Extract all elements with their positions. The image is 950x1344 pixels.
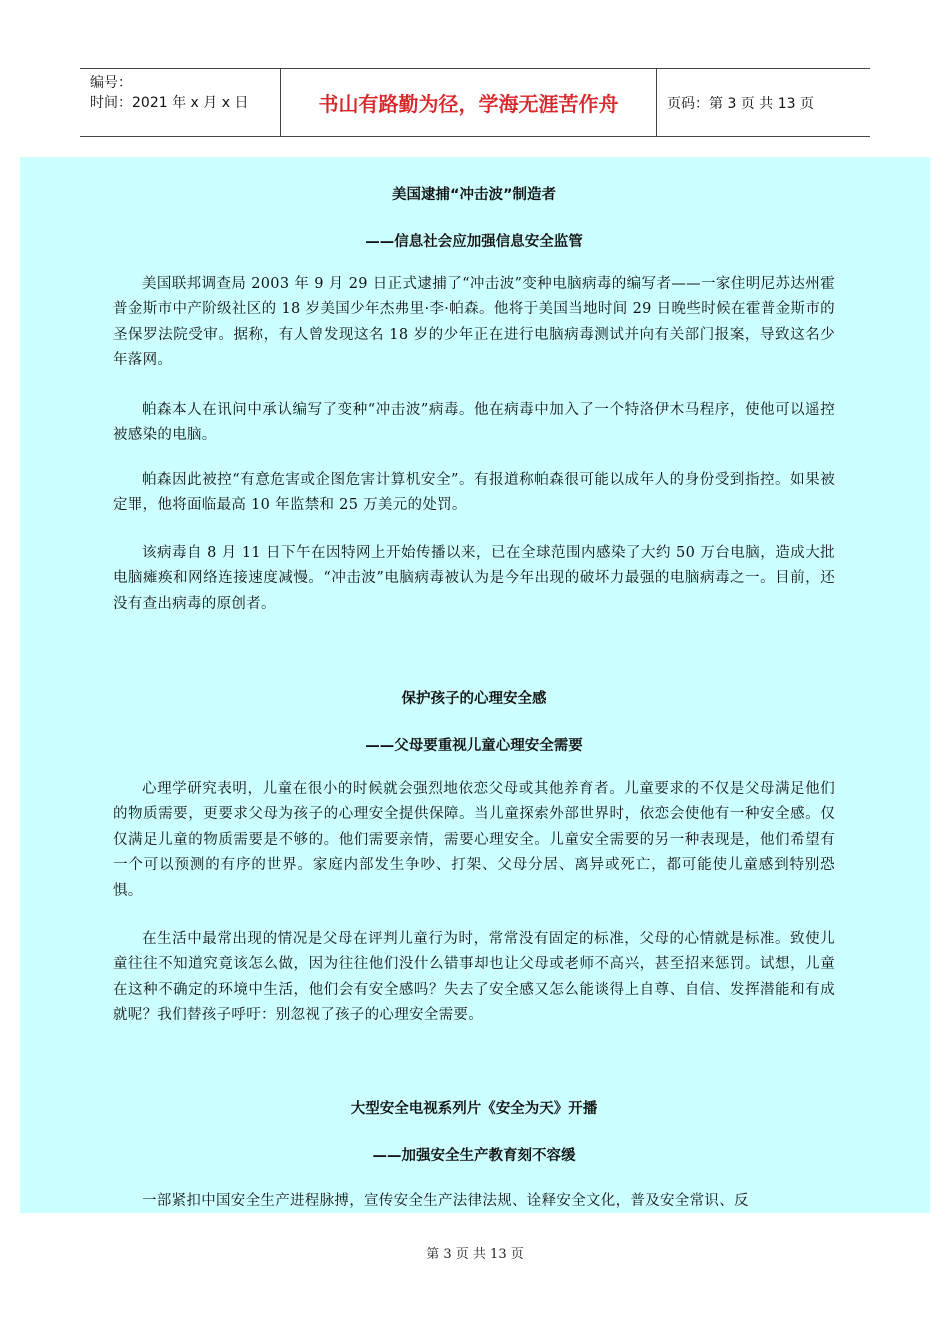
page-footer: 第 3 页 共 13 页	[426, 1247, 524, 1262]
article-paragraph: 帕森本人在讯问中承认编写了变种“冲击波”病毒。他在病毒中加入了一个特洛伊木马程序，使他可以遥控被感染的电脑。	[113, 402, 835, 444]
article-paragraph: 一部紧扣中国安全生产进程脉搏，宣传安全生产法律法规、诠释安全文化，普及安全常识、反	[142, 1193, 749, 1209]
header-meta	[80, 69, 281, 136]
article-title: 美国逮捕“冲击波”制造者	[391, 187, 557, 203]
article-paragraph: 心理学研究表明，儿童在很小的时候就会强烈地依恋父母或其他养育者。儿童要求的不仅是父母满足他们的物质需要，更要求父母为孩子的心理安全提供保障。当儿童探索外部世界时，依恋会使他有一种安全感。仅仅满足儿童的物质需要是不够的。他们需要亲情，需要心理安全。儿童安全需要的另一种表现是，他们希望有一个可以预测的有序的世界。家庭内部发生争吵、打架、父母分居、离异或死亡，都可能使儿童感到特别恐惧。	[113, 781, 835, 899]
article-title: 保护孩子的心理安全感	[401, 691, 547, 707]
document-number-label: 编号：	[90, 75, 132, 91]
article-content	[20, 157, 930, 1213]
article-paragraph: 帕森因此被控“有意危害或企图危害计算机安全”。有报道称帕森很可能以成年人的身份受到指控。如果被定罪，他将面临最高 10 年监禁和 25 万美元的处罚。	[113, 472, 835, 514]
header-slogan: 书山有路勤为径，学海无涯苦作舟	[281, 69, 657, 136]
article-paragraph: 该病毒自 8 月 11 日下午在因特网上开始传播以来，已在全球范围内感染了大约 50 万台电脑，造成大批电脑瘫痪和网络连接速度减慢。“冲击波”电脑病毒被认为是今年出现的破坏力最强的电脑病毒之一。目前，还没有查出病毒的原创者。	[113, 545, 835, 612]
article-paragraph: 美国联邦调查局 2003 年 9 月 29 日正式逮捕了“冲击波”变种电脑病毒的编写者——一家住明尼苏达州霍普金斯市中产阶级社区的 18 岁美国少年杰弗里·李·帕森。他将于美国当地时间 29 日晚些时候在霍普金斯市的圣保罗法院受审。据称，有人曾发现这名 18 岁的少年正在进行电脑病毒测试并向有关部门报案，导致这名少年落网。	[113, 276, 835, 369]
document-date-label: 时间：2021 年 x 月 x 日	[90, 95, 249, 111]
article-paragraph: 在生活中最常出现的情况是父母在评判儿童行为时，常常没有固定的标准，父母的心情就是标准。致使儿童往往不知道究竟该怎么做，因为往往他们没什么错事却也让父母或老师不高兴，甚至招来惩罚。试想，儿童在这种不确定的环境中生活，他们会有安全感吗？失去了安全感又怎么能谈得上自尊、自信、发挥潜能和有成就呢？我们替孩子呼吁：别忽视了孩子的心理安全需要。	[113, 931, 835, 1024]
page-header	[80, 68, 870, 137]
article-subtitle: ——加强安全生产教育刻不容缓	[372, 1148, 576, 1164]
article-subtitle: ——父母要重视儿童心理安全需要	[365, 738, 583, 754]
article-title: 大型安全电视系列片《安全为天》开播	[350, 1101, 598, 1117]
header-page-number: 页码：第 3 页 共 13 页	[667, 95, 814, 112]
article-subtitle: ——信息社会应加强信息安全监管	[365, 234, 583, 250]
